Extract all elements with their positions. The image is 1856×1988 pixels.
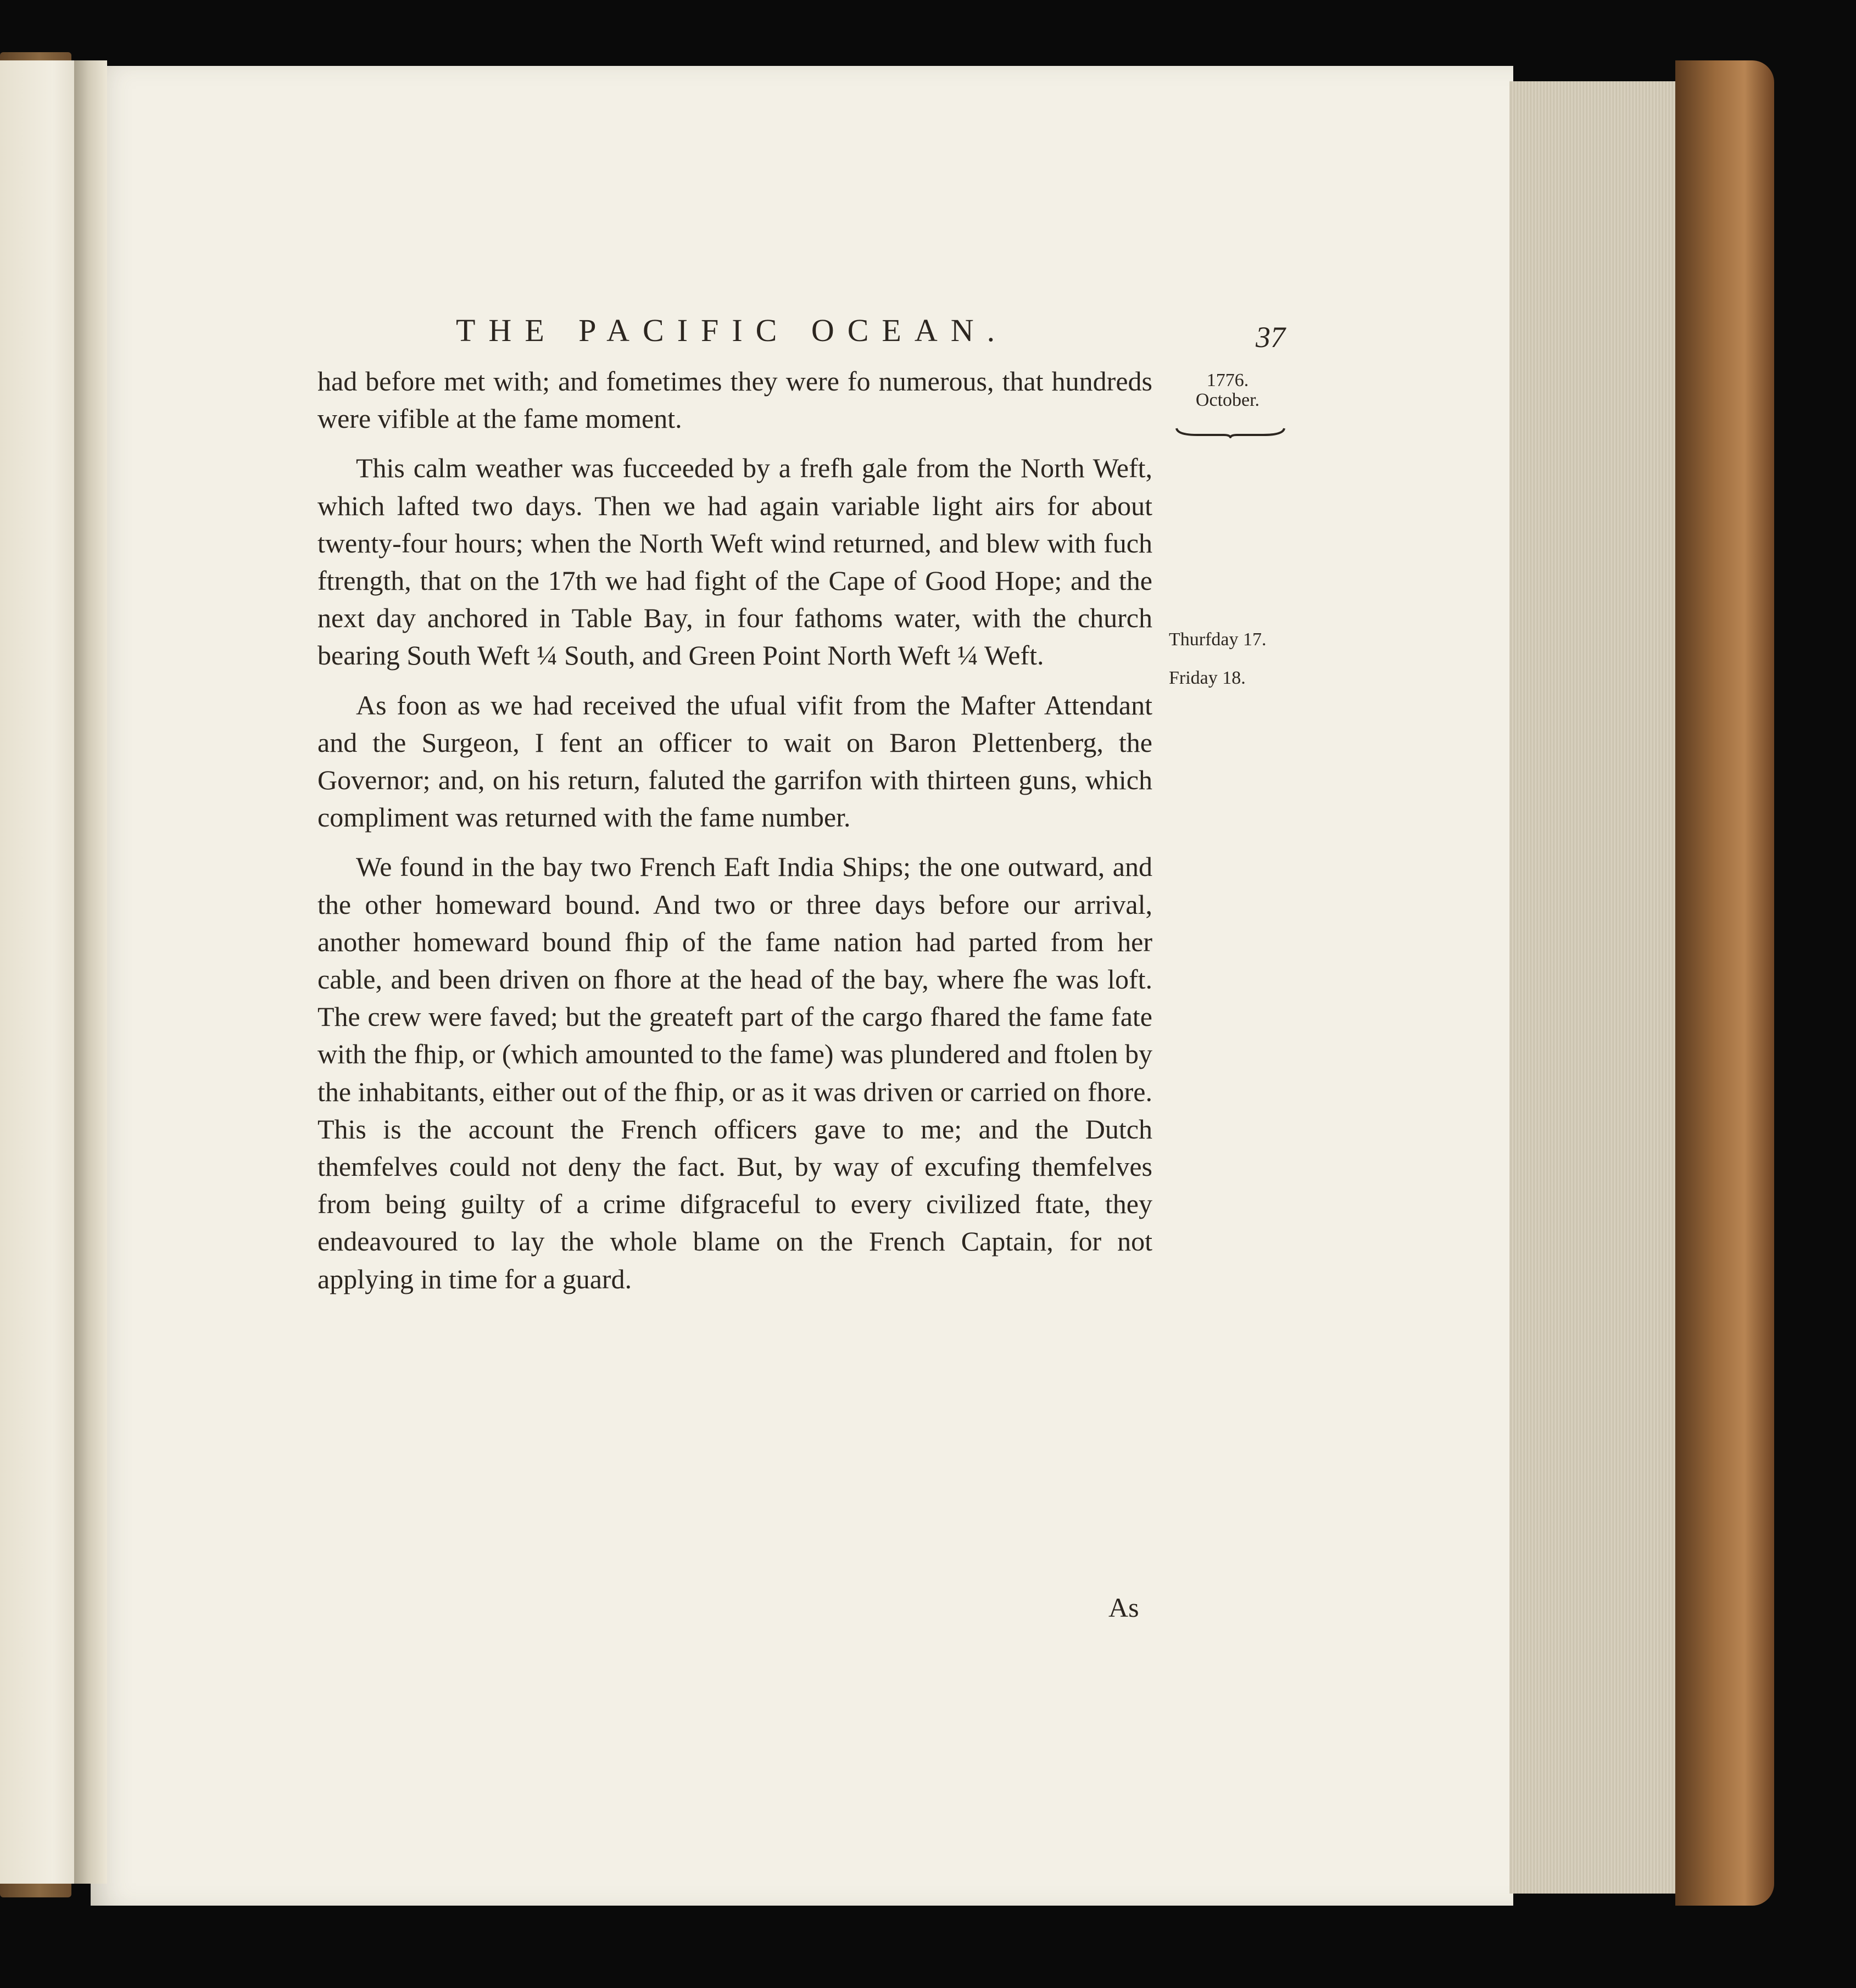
page-number: 37 [1256, 321, 1285, 354]
paragraph: As foon as we had received the ufual vifit from the Mafter Attendant and the Surgeon, I fent an officer to wait on Baron Plettenberg, the Governor; and, on his return, faluted the garrifon with thirteen guns, which compliment was returned with the fame number. [317, 689, 1152, 833]
catchword: As [1108, 1592, 1139, 1623]
margin-month: October. [1195, 390, 1260, 410]
margin-date [1189, 371, 1266, 410]
paragraph: This calm weather was fucceeded by a frefh gale from the North Weft, which lafted two days. Then we had again variable light airs for about twenty-four hours; when the North Weft wind returned, and blew with fuch ftrength, that on the 17th we had fight of the Cape of Good Hope; and the next day anchored in Table Bay, in four fathoms water, with the church bearing South Weft ¼ South, and Green Point North Weft ¼ Weft. [317, 453, 1152, 671]
margin-year: 1776. [1206, 370, 1249, 390]
paragraph: We found in the bay two French Eaft India Ships; the one outward, and the other homeward bound. And two or three days before our arrival, another homeward bound fhip of the fame nation had parted from her cable, and been driven on fhore at the head of the bay, where fhe was loft. The crew were faved; but the greateft part of the cargo fhared the fame fate with the fhip, or (which amounted to the fame) was plundered and ftolen by the inhabitants, either out of the fhip, or as it was driven or carried on fhore. This is the account the French officers gave to me; and the Dutch themfelves could not deny the fact. But, by way of excufing themfelves from being guilty of a crime difgraceful to every civilized ftate, they endeavoured to lay the whole blame on the French Captain, for not applying in time for a guard. [317, 851, 1152, 1294]
book-gutter [74, 60, 107, 1884]
margin-note-thursday: Thurfday 17. [1169, 629, 1267, 650]
body-text [317, 362, 1152, 1310]
margin-brace-icon [1175, 426, 1285, 438]
page-fore-edge [1509, 81, 1691, 1894]
paragraph: had before met with; and fometimes they were fo numerous, that hundreds were vifible at the fame moment. [317, 366, 1152, 434]
running-title: THE PACIFIC OCEAN. [456, 312, 1008, 348]
book-cover-right [1675, 60, 1774, 1906]
margin-note-friday: Friday 18. [1169, 668, 1246, 688]
